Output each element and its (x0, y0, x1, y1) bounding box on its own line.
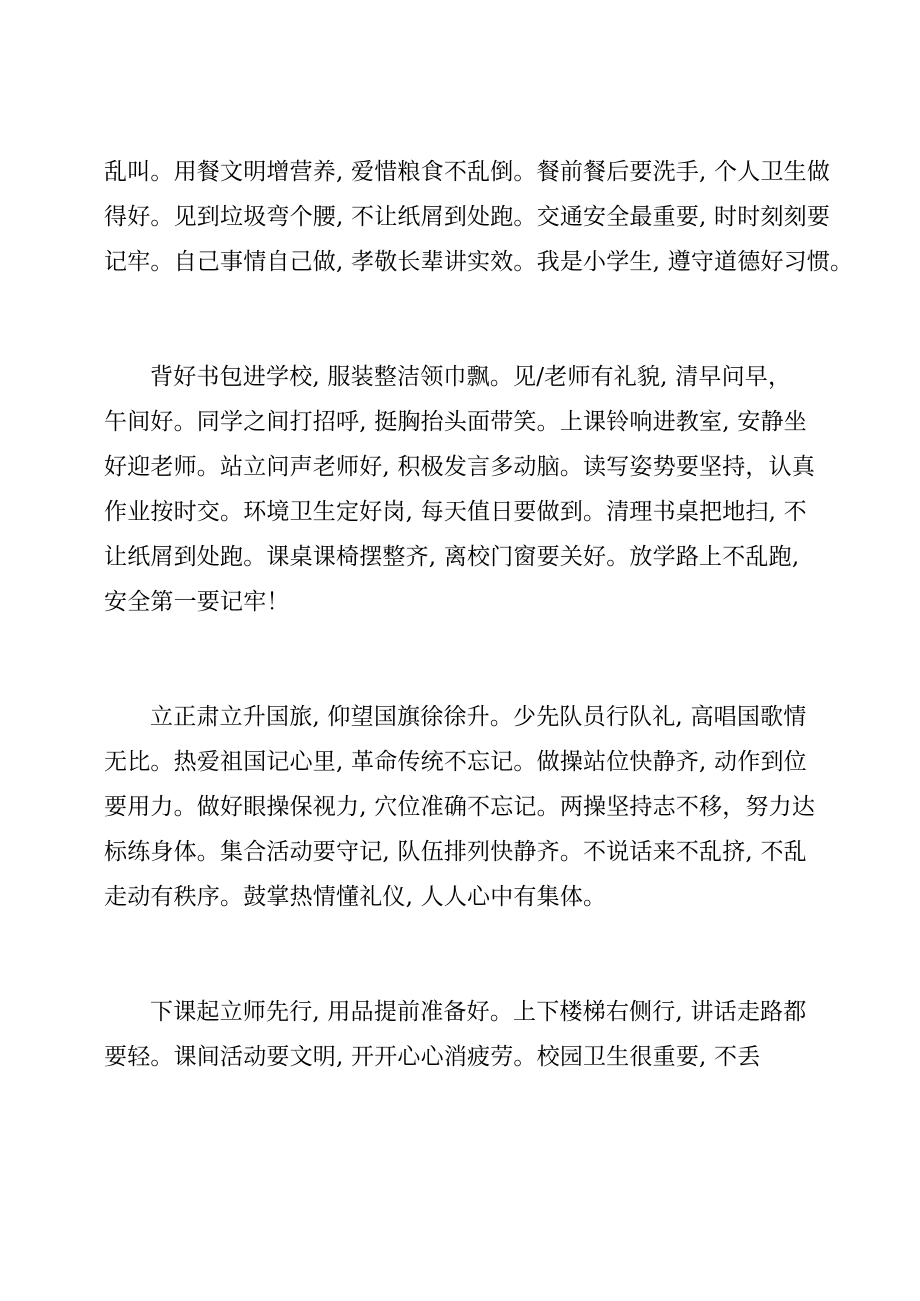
text-line: 背好书包进学校, 服装整洁领巾飘。见/老师有礼貌, 清早问早， (150, 364, 792, 390)
text-line: 走动有秩序。鼓掌热情懂礼仪, 人人心中有集体。 (104, 884, 607, 910)
text-line: 要轻。课间活动要文明, 开开心心消疲劳。校园卫生很重要, 不丢 (104, 1044, 761, 1070)
text-line: 标练身体。集合活动要守记, 队伍排列快静齐。不说话来不乱挤, 不乱 (104, 839, 807, 865)
text-line: 安全第一要记牢！ (104, 589, 290, 615)
text-line: 立正肃立升国旅, 仰望国旗徐徐升。少先队员行队礼, 高唱国歌情 (150, 704, 807, 730)
text-line: 下课起立师先行, 用品提前准备好。上下楼梯右侧行, 讲话走路都 (150, 999, 807, 1025)
text-line: 作业按时交。环境卫生定好岗, 每天值日要做到。清理书桌把地扫, 不 (104, 499, 807, 525)
text-line: 午间好。同学之间打招呼, 挺胸抬头面带笑。上课铃响进教室, 安静坐 (104, 409, 807, 435)
text-line: 得好。见到垃圾弯个腰, 不让纸屑到处跑。交通安全最重要, 时时刻刻要 (104, 204, 831, 230)
text-line: 乱叫。用餐文明增营养, 爱惜粮食不乱倒。餐前餐后要洗手, 个人卫生做 (104, 159, 831, 185)
text-line: 要用力。做好眼操保视力, 穴位准确不忘记。两操坚持志不移，努力达 (104, 794, 816, 820)
text-line: 无比。热爱祖国记心里, 革命传统不忘记。做操站位快静齐, 动作到位 (104, 749, 807, 775)
text-line: 让纸屑到处跑。课桌课椅摆整齐, 离校门窗要关好。放学路上不乱跑, (104, 544, 800, 570)
text-line: 好迎老师。站立问声老师好, 积极发言多动脑。读写姿势要坚持，认真 (104, 454, 816, 480)
text-line: 记牢。自己事情自己做, 孝敬长辈讲实效。我是小学生, 遵守道德好习惯。 (104, 249, 854, 275)
